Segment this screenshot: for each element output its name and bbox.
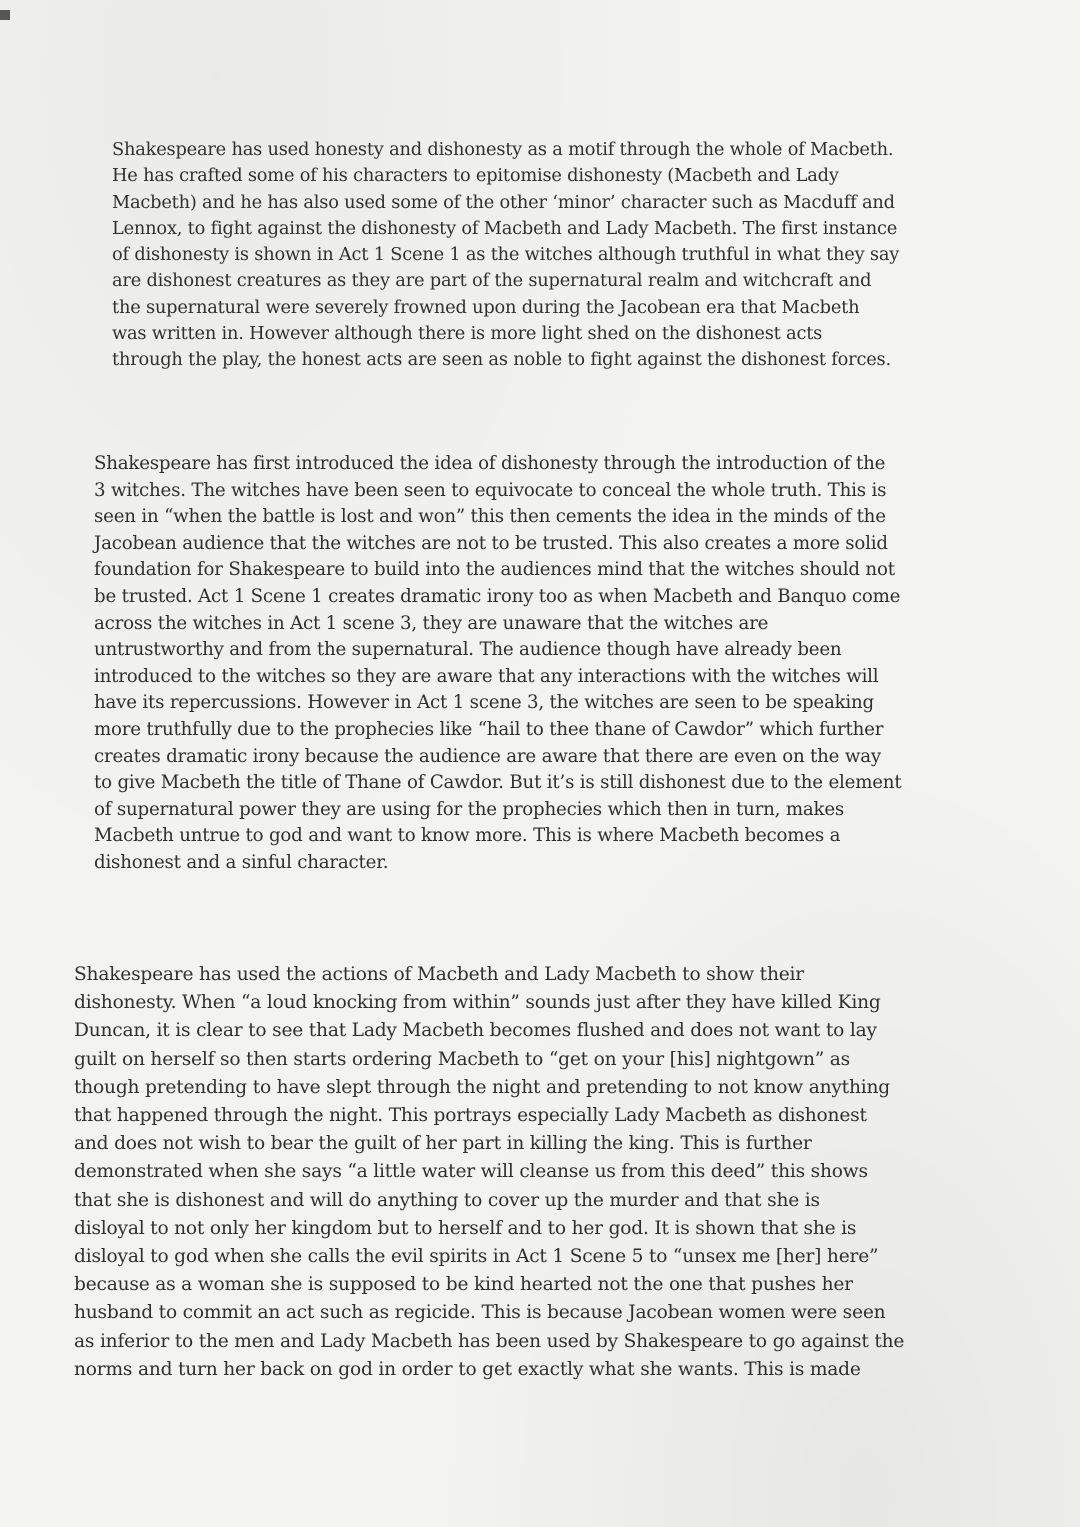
text-line: the supernatural were severely frowned upon during the Jacobean era that Macbeth — [112, 296, 860, 318]
text-line: seen in “when the battle is lost and won” this then cements the idea in the minds of the — [94, 506, 886, 528]
text-line: norms and turn her back on god in order to get exactly what she wants. This is made — [74, 1358, 861, 1380]
text-line: was written in. However although there is more light shed on the dishonest acts — [112, 323, 823, 345]
text-line: husband to commit an act such as regicide. This is because Jacobean women were seen — [74, 1302, 886, 1324]
text-line: Shakespeare has used the actions of Macbeth and Lady Macbeth to show their — [74, 964, 804, 985]
text-line: foundation for Shakespeare to build into the audiences mind that the witches should not — [94, 559, 895, 581]
text-line: creates dramatic irony because the audience are aware that there are even on the way — [94, 745, 881, 767]
text-line: Duncan, it is clear to see that Lady Macbeth becomes flushed and does not want to lay — [74, 1020, 877, 1042]
text-line: to give Macbeth the title of Thane of Cawdor. But it’s is still dishonest due to the element — [94, 772, 902, 794]
text-line: disloyal to god when she calls the evil spirits in Act 1 Scene 5 to “unsex me [her] here” — [74, 1246, 879, 1268]
text-line: of dishonesty is shown in Act 1 Scene 1 as the witches although truthful in what they say — [112, 244, 900, 266]
text-line: demonstrated when she says “a little water will cleanse us from this deed” this shows — [74, 1161, 868, 1183]
text-line: be trusted. Act 1 Scene 1 creates dramatic irony too as when Macbeth and Banquo come — [94, 585, 901, 607]
text-line: and does not wish to bear the guilt of her part in killing the king. This is further — [74, 1133, 812, 1155]
text-line: more truthfully due to the prophecies like “hail to thee thane of Cawdor” which further — [94, 718, 884, 740]
text-line: guilt on herself so then starts ordering Macbeth to “get on your [his] nightgown” as — [74, 1048, 851, 1070]
text-line: of supernatural power they are using for the prophecies which then in turn, makes — [94, 798, 845, 820]
text-line: Macbeth untrue to god and want to know more. This is where Macbeth becomes a — [94, 825, 841, 847]
text-line: though pretending to have slept through the night and pretending to not know anything — [74, 1076, 890, 1098]
text-line: introduced to the witches so they are aware that any interactions with the witches will — [94, 665, 879, 687]
text-line: Shakespeare has used honesty and dishonesty as a motif through the whole of Macbeth. — [112, 139, 894, 160]
scan-corner-mark — [0, 10, 10, 20]
text-line: untrustworthy and from the supernatural. The audience though have already been — [94, 639, 842, 661]
text-line: 3 witches. The witches have been seen to equivocate to conceal the whole truth. This is — [94, 479, 887, 501]
paragraph-actions — [74, 961, 954, 1384]
paragraph-witches — [94, 451, 944, 877]
text-line: Shakespeare has first introduced the idea of dishonesty through the introduction of the — [94, 453, 886, 474]
text-line: dishonest and a sinful character. — [94, 851, 389, 873]
paragraph-introduction — [112, 137, 942, 374]
text-line: that happened through the night. This portrays especially Lady Macbeth as dishonest — [74, 1105, 867, 1127]
text-line: across the witches in Act 1 scene 3, they are unaware that the witches are — [94, 612, 769, 634]
text-line: through the play, the honest acts are seen as noble to fight against the dishonest forces. — [112, 349, 891, 371]
text-line: have its repercussions. However in Act 1 scene 3, the witches are seen to be speaking — [94, 692, 874, 714]
text-line: Jacobean audience that the witches are not to be trusted. This also creates a more solid — [94, 532, 888, 554]
text-line: because as a woman she is supposed to be kind hearted not the one that pushes her — [74, 1274, 853, 1296]
text-line: dishonesty. When “a loud knocking from within” sounds just after they have killed King — [74, 992, 881, 1014]
text-line: He has crafted some of his characters to epitomise dishonesty (Macbeth and Lady — [112, 165, 839, 187]
text-line: Lennox, to fight against the dishonesty of Macbeth and Lady Macbeth. The first instance — [112, 217, 898, 239]
text-line: are dishonest creatures as they are part of the supernatural realm and witchcraft and — [112, 270, 872, 292]
text-line: as inferior to the men and Lady Macbeth has been used by Shakespeare to go against the — [74, 1330, 905, 1352]
text-line: disloyal to not only her kingdom but to herself and to her god. It is shown that she is — [74, 1217, 857, 1239]
text-line: that she is dishonest and will do anything to cover up the murder and that she is — [74, 1189, 820, 1211]
text-line: Macbeth) and he has also used some of the other ‘minor’ character such as Macduff and — [112, 191, 895, 213]
